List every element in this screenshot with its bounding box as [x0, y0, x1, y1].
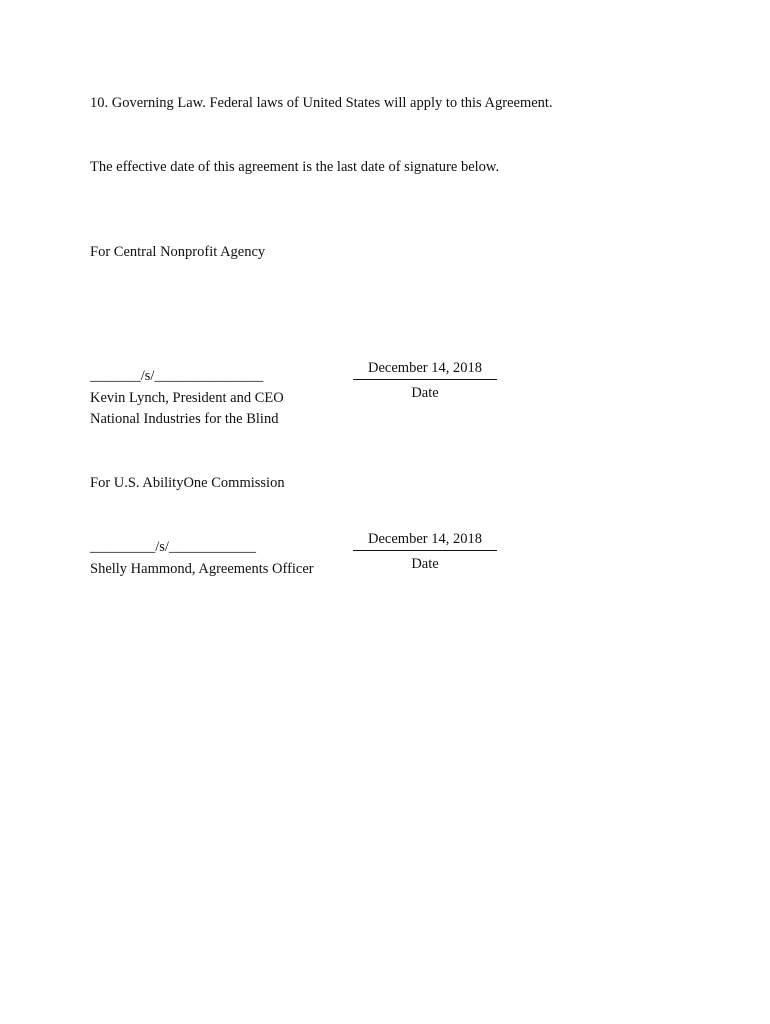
commission-date-rule	[353, 550, 497, 551]
central-nonprofit-signer-name: Kevin Lynch, President and CEO	[90, 390, 284, 406]
central-nonprofit-organization: National Industries for the Blind	[90, 411, 279, 427]
commission-date-label: Date	[411, 556, 439, 572]
commission-date-block	[353, 532, 497, 572]
central-nonprofit-date-rule	[353, 379, 497, 380]
central-nonprofit-date-value: December 14, 2018	[368, 360, 482, 376]
commission-heading: For U.S. AbilityOne Commission	[90, 475, 285, 491]
central-nonprofit-date-block	[353, 361, 497, 401]
central-nonprofit-signature-line: _______/s/_______________	[90, 368, 264, 384]
commission-signer-name: Shelly Hammond, Agreements Officer	[90, 561, 314, 577]
governing-law-clause: 10. Governing Law. Federal laws of United States will apply to this Agreement.	[90, 95, 553, 111]
central-nonprofit-date-label: Date	[411, 385, 439, 401]
central-nonprofit-heading: For Central Nonprofit Agency	[90, 244, 266, 260]
effective-date-statement: The effective date of this agreement is the last date of signature below.	[90, 159, 500, 175]
commission-date-value: December 14, 2018	[368, 531, 482, 547]
commission-signature-line: _________/s/____________	[90, 539, 256, 555]
